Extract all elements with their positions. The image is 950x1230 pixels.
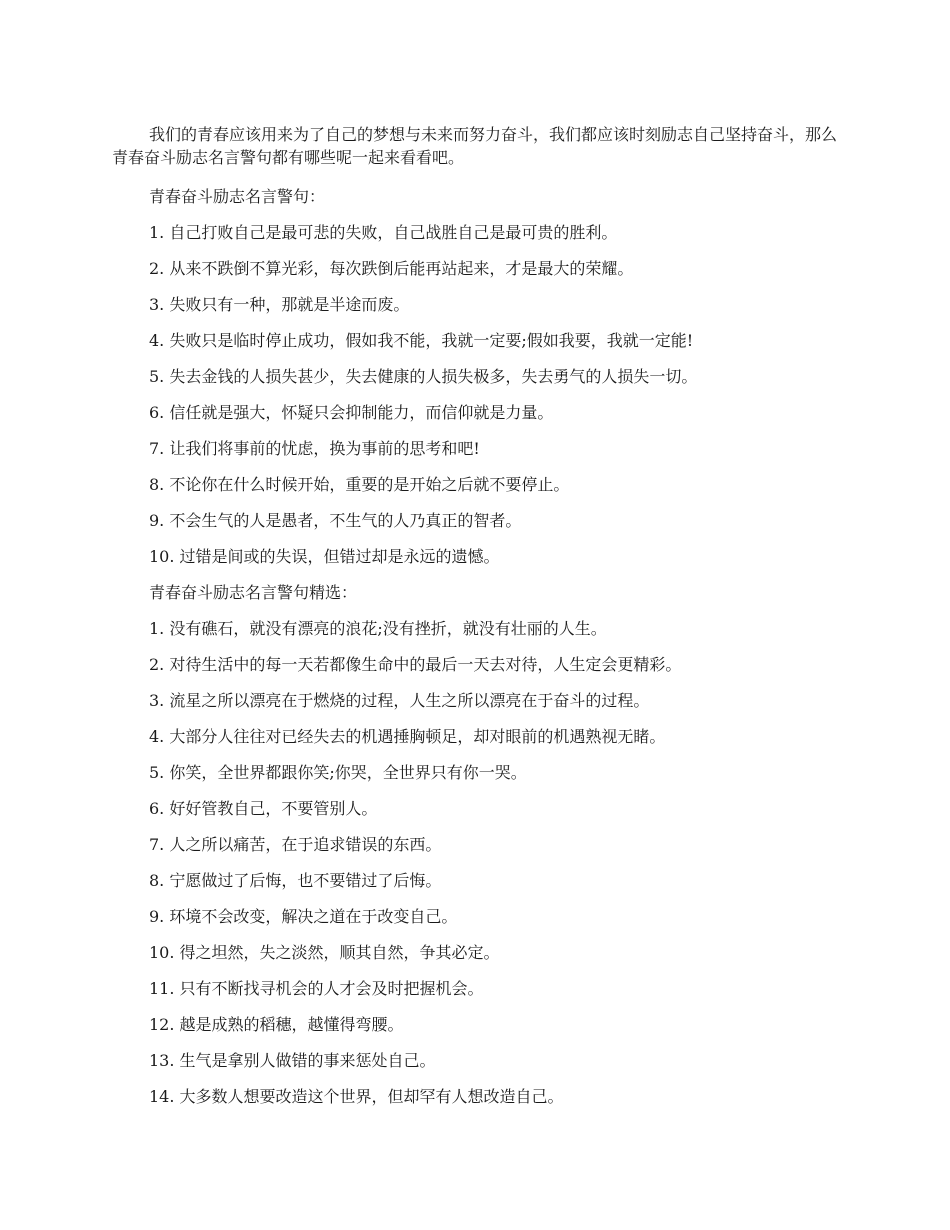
list-item: 4. 失败只是临时停止成功，假如我不能，我就一定要;假如我要，我就一定能! [149, 331, 694, 350]
list-item: 9. 不会生气的人是愚者，不生气的人乃真正的智者。 [149, 511, 522, 530]
list-item: 10. 过错是间或的失误，但错过却是永远的遗憾。 [149, 547, 500, 566]
list-item: 6. 好好管教自己，不要管别人。 [149, 799, 378, 818]
list-item: 8. 不论你在什么时候开始，重要的是开始之后就不要停止。 [149, 475, 570, 494]
list-item: 6. 信任就是强大，怀疑只会抑制能力，而信仰就是力量。 [149, 403, 554, 422]
list-item: 14. 大多数人想要改造这个世界，但却罕有人想改造自己。 [149, 1087, 564, 1106]
list-item: 4. 大部分人往往对已经失去的机遇捶胸顿足，却对眼前的机遇熟视无睹。 [149, 727, 666, 746]
list-item: 8. 宁愿做过了后悔，也不要错过了后悔。 [149, 871, 442, 890]
list-item: 9. 环境不会改变，解决之道在于改变自己。 [149, 907, 458, 926]
list-item: 1. 自己打败自己是最可悲的失败，自己战胜自己是最可贵的胜利。 [149, 223, 618, 242]
document-page [112, 123, 842, 1115]
list-item: 12. 越是成熟的稻穗，越懂得弯腰。 [149, 1015, 404, 1034]
list-item: 3. 失败只有一种，那就是半途而废。 [149, 295, 410, 314]
list-item: 2. 从来不跌倒不算光彩，每次跌倒后能再站起来，才是最大的荣耀。 [149, 259, 634, 278]
list-item: 10. 得之坦然，失之淡然，顺其自然，争其必定。 [149, 943, 500, 962]
intro-paragraph: 我们的青春应该用来为了自己的梦想与未来而努力奋斗，我们都应该时刻励志自己坚持奋斗，那么青春奋斗励志名言警句都有哪些呢一起来看看吧。 [112, 125, 838, 167]
list-item: 5. 你笑，全世界都跟你笑;你哭，全世界只有你一哭。 [149, 763, 527, 782]
list-item: 5. 失去金钱的人损失甚少，失去健康的人损失极多，失去勇气的人损失一切。 [149, 367, 698, 386]
list-item: 3. 流星之所以漂亮在于燃烧的过程，人生之所以漂亮在于奋斗的过程。 [149, 691, 650, 710]
list-item: 2. 对待生活中的每一天若都像生命中的最后一天去对待，人生定会更精彩。 [149, 655, 682, 674]
quote-list [112, 611, 842, 1115]
list-item: 7. 人之所以痛苦，在于追求错误的东西。 [149, 835, 442, 854]
quote-list [112, 215, 842, 575]
list-item: 7. 让我们将事前的忧虑，换为事前的思考和吧! [149, 439, 480, 458]
list-item: 11. 只有不断找寻机会的人才会及时把握机会。 [149, 979, 484, 998]
list-item: 13. 生气是拿别人做错的事来惩处自己。 [149, 1051, 436, 1070]
list-item: 1. 没有礁石，就没有漂亮的浪花;没有挫折，就没有壮丽的人生。 [149, 619, 607, 638]
section-heading: 青春奋斗励志名言警句精选： [149, 583, 358, 602]
section-heading: 青春奋斗励志名言警句： [149, 187, 326, 206]
